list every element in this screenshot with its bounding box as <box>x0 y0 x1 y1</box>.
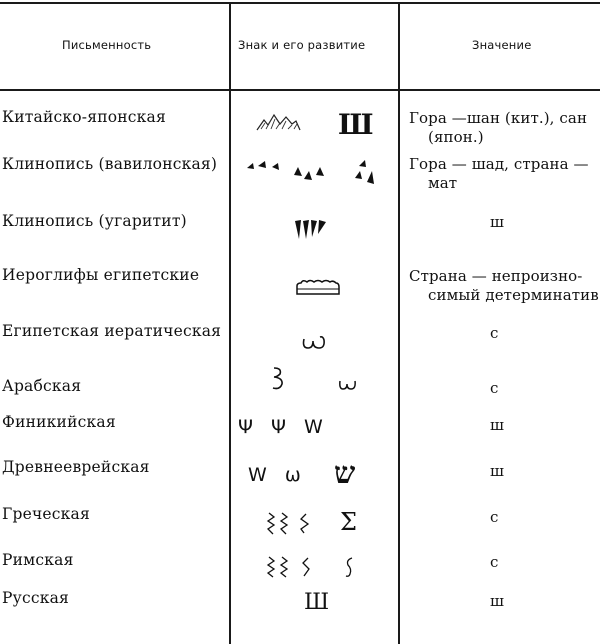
column-divider-2 <box>398 2 400 644</box>
script-name-egyptian: Иероглифы египетские <box>2 266 200 284</box>
russian-sha-sign: Ш <box>304 590 330 615</box>
meaning-hebrew: ш <box>490 462 504 480</box>
greek-early-sigma-signs <box>266 512 322 536</box>
column-header-script: Письменность <box>62 38 152 52</box>
roman-s-signs <box>266 556 358 580</box>
mountain-pictogram <box>256 112 302 134</box>
meaning-babylonian-line1: Гора — шад, страна — <box>409 155 589 173</box>
meaning-russian: ш <box>490 592 504 610</box>
greek-sigma-sign: Σ <box>340 508 357 536</box>
column-divider-1 <box>229 2 231 644</box>
hebrew-early-shin-signs: W ω <box>248 464 307 486</box>
cuneiform-ugaritic-sign <box>294 219 328 241</box>
script-name-hieratic: Египетская иератическая <box>2 322 222 340</box>
meaning-ugaritic: ш <box>490 213 504 231</box>
meaning-chinese-line2: (япон.) <box>428 128 484 146</box>
meaning-babylonian-line2: мат <box>428 174 458 192</box>
sign-chinese-shan: Ш <box>338 108 374 141</box>
meaning-egyptian-line2: симый детерминатив <box>428 286 599 304</box>
script-name-roman: Римская <box>2 551 74 569</box>
hebrew-shin-sign: ש <box>334 456 356 491</box>
hieroglyph-land-sign <box>296 278 340 296</box>
column-header-meaning: Значение <box>472 38 532 52</box>
meaning-arabic: с <box>490 379 499 397</box>
script-name-ugaritic: Клинопись (угаритит) <box>2 212 187 230</box>
script-name-arabic: Арабская <box>2 377 82 395</box>
script-name-phoenician: Финикийская <box>2 413 116 431</box>
meaning-phoenician: ш <box>490 416 504 434</box>
meaning-chinese-line1: Гора —шан (кит.), сан <box>409 109 588 127</box>
script-name-chinese-japanese: Китайско-японская <box>2 108 166 126</box>
phoenician-shin-signs: Ψ Ψ W <box>238 416 329 438</box>
hieratic-sign <box>302 332 326 352</box>
arabic-sin-sign <box>272 366 288 392</box>
meaning-greek: с <box>490 508 499 526</box>
cuneiform-babylonian-signs <box>246 158 381 190</box>
table-header-rule <box>0 89 600 91</box>
script-name-babylonian: Клинопись (вавилонская) <box>2 155 218 173</box>
script-name-russian: Русская <box>2 589 70 607</box>
script-name-greek: Греческая <box>2 505 90 523</box>
meaning-roman: с <box>490 553 499 571</box>
meaning-egyptian-line1: Страна — непроизно- <box>409 267 583 285</box>
arabic-sin-cursive-sign <box>338 378 358 392</box>
script-name-hebrew: Древнееврейская <box>2 458 150 476</box>
meaning-hieratic: с <box>490 324 499 342</box>
table-top-rule <box>0 2 600 4</box>
column-header-sign: Знак и его развитие <box>238 38 366 52</box>
